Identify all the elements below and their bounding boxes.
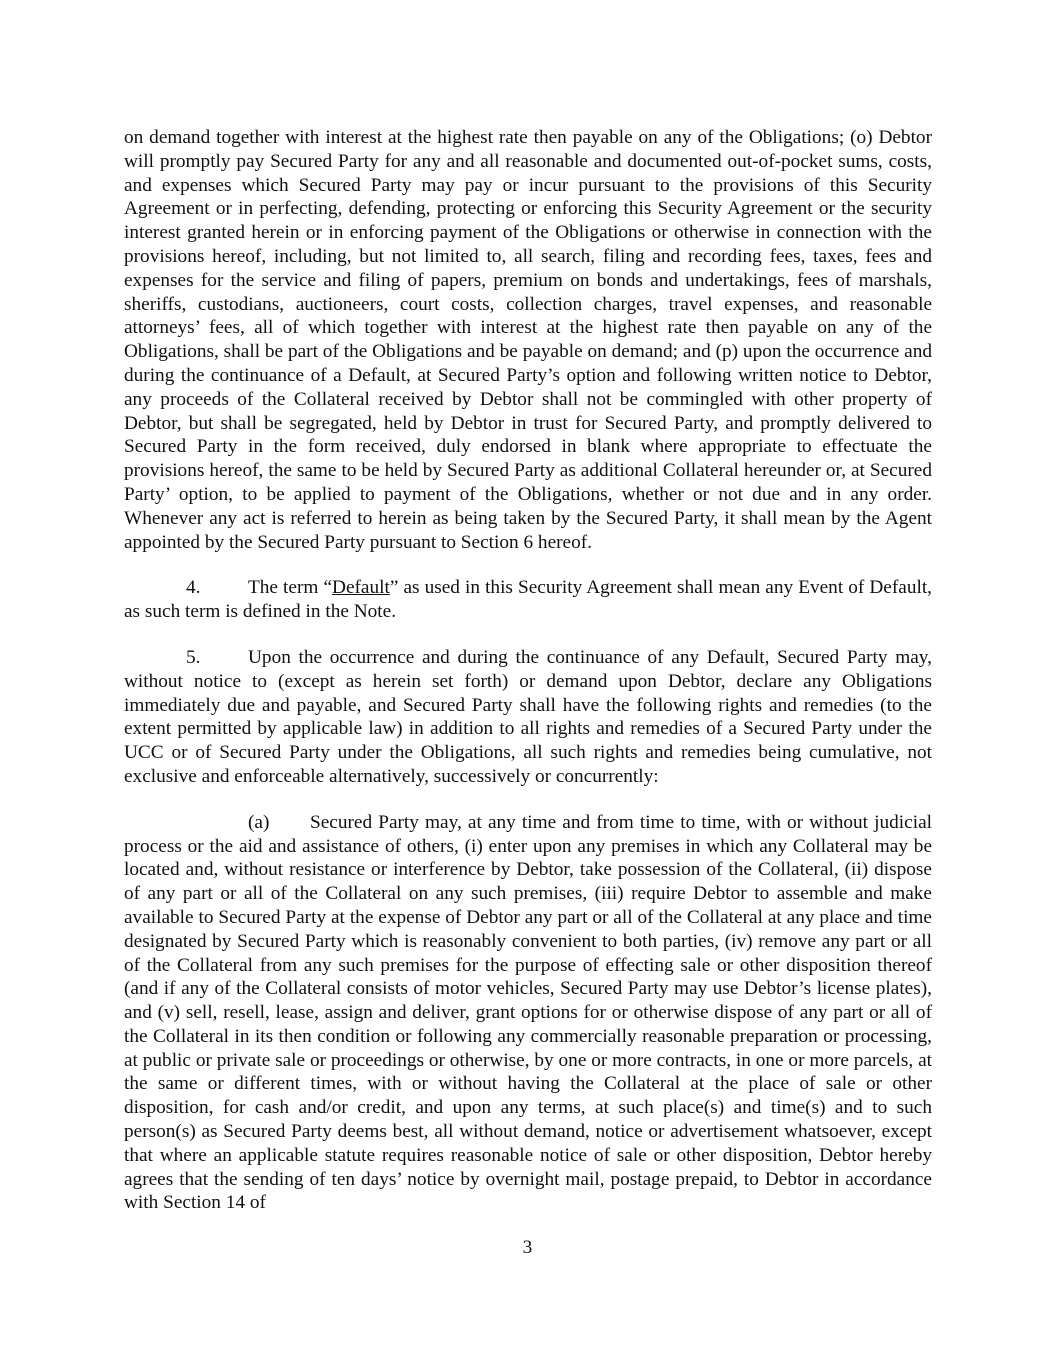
section-4-number: 4. xyxy=(186,577,201,599)
section-5-number: 5. xyxy=(186,646,201,668)
defined-term-default: Default xyxy=(332,577,390,599)
continuation-paragraph: on demand together with interest at the highest rate then payable on any of the Obligations; (o) Debtor will promptly pay Secured Party for any and all reasonable and documented out-of-pocket sums, costs, and expenses which Secured Party may pay or incur pursuant to the provisions of this Security Agreement or in perfecting, defending, protecting or enforcing this Security Agreement or the security interest granted herein or in enforcing payment of the Obligations or otherwise in connection with the provisions hereof, including, but not limited to, all search, filing and recording fees, taxes, fees and expenses for the service and filing of papers, premium on bonds and undertakings, fees of marshals, sheriffs, custodians, auctioneers, court costs, collection charges, travel expenses, and reasonable attorneys’ fees, all of which together with interest at the highest rate then payable on any of the Obligations, shall be part of the Obligations and be payable on demand; and (p) upon the occurrence and during the continuance of a Default, at Secured Party’s option and following written notice to Debtor, any proceeds of the Collateral received by Debtor shall not be commingled with other property of Debtor, but shall be segregated, held by Debtor in trust for Secured Party, and promptly delivered to Secured Party in the form received, duly endorsed in blank where appropriate to effectuate the provisions hereof, the same to be held by Secured Party as additional Collateral hereunder or, at Secured Party’ option, to be applied to payment of the Obligations, whether or not due and in any order. Whenever any act is referred to herein as being taken by the Secured Party, it shall mean by the Agent appointed by the Secured Party pursuant to Section 6 hereof. xyxy=(124,127,932,553)
section-4-text-before: The term “ xyxy=(248,577,333,599)
section-4-text-after: ” as used in this Security Agreement shall mean any Event of Default, as such term is defined in the Note. xyxy=(124,577,933,623)
section-5a-paragraph xyxy=(124,811,932,1216)
body-text xyxy=(124,126,932,1215)
section-5-paragraph xyxy=(124,646,932,789)
section-5-text: Upon the occurrence and during the continuance of any Default, Secured Party may, without notice to (except as herein set forth) or demand upon Debtor, declare any Obligations immediately due and payable, and Secured Party shall have the following rights and remedies (to the extent permitted by applicable law) in addition to all rights and remedies of a Secured Party under the UCC or of Secured Party under the Obligations, all such rights and remedies being cumulative, not exclusive and enforceable alternatively, successively or concurrently: xyxy=(124,646,932,787)
page-number: 3 xyxy=(522,1237,533,1258)
section-4-paragraph xyxy=(124,576,932,624)
section-5a-text: Secured Party may, at any time and from time to time, with or without judicial process or the aid and assistance of others, (i) enter upon any premises in which any Collateral may be located and, without resistance or interference by Debtor, take possession of the Collateral, (ii) dispose of any part or all of the Collateral on any such premises, (iii) require Debtor to assemble and make available to Secured Party at the expense of Debtor any part or all of the Collateral at any place and time designated by Secured Party which is reasonably convenient to both parties, (iv) remove any part or all of the Collateral from any such premises for the purpose of effecting sale or other disposition thereof (and if any of the Collateral consists of motor vehicles, Secured Party may use Debtor’s license plates), and (v) sell, resell, lease, assign and deliver, grant options for or otherwise dispose of any part or all of the Collateral in its then condition or following any commercially reasonable preparation or processing, at public or private sale or proceedings or otherwise, by one or more contracts, in one or more parcels, at the same or different times, with or without having the Collateral at the place of sale or other disposition, for cash and/or credit, and upon any terms, at such place(s) and time(s) and to such person(s) as Secured Party deems best, all without demand, notice or advertisement whatsoever, except that where an applicable statute requires reasonable notice of sale or other disposition, Debtor hereby agrees that the sending of ten days’ notice by overnight mail, postage prepaid, to Debtor in accordance with Section 14 of xyxy=(124,811,932,1214)
section-5a-label: (a) xyxy=(248,811,270,833)
